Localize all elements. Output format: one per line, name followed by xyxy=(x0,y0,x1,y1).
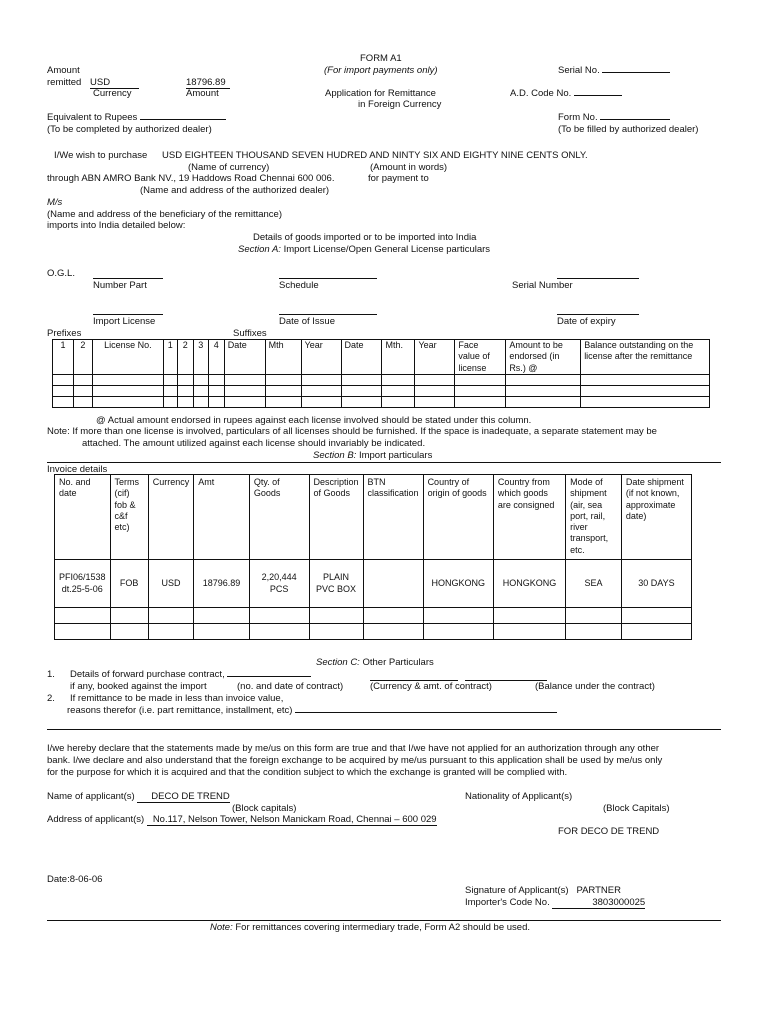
invoice-table xyxy=(54,474,692,640)
amount-in-words: USD EIGHTEEN THOUSAND SEVEN HUDRED AND NINTY SIX AND EIGHTY NINE CENTS ONLY. xyxy=(162,150,588,161)
license-col-header: License No. xyxy=(92,340,163,375)
date-of-issue-caption: Date of Issue xyxy=(279,316,335,327)
invoice-description: PLAIN PVC BOX xyxy=(309,560,363,608)
applicant-address-value: No.117, Nelson Tower, Nelson Manickam Road, Chennai – 600 029 xyxy=(147,814,437,826)
date-of-expiry-caption: Date of expiry xyxy=(557,316,616,327)
application-title-line2: in Foreign Currency xyxy=(358,99,442,110)
invoice-col-header: Description of Goods xyxy=(309,475,363,560)
for-company: FOR DECO DE TREND xyxy=(558,826,660,837)
license-table-header xyxy=(53,340,710,375)
dealer-note-right: (To be filled by authorized dealer) xyxy=(558,124,699,135)
beneficiary-caption: (Name and address of the beneficiary of the remittance) xyxy=(47,209,282,220)
form-no-label: Form No. xyxy=(558,112,670,123)
invoice-origin: HONGKONG xyxy=(423,560,493,608)
equivalent-rupees-label: Equivalent to Rupees xyxy=(47,112,226,123)
applicant-name-label: Name of applicant(s) DECO DE TREND xyxy=(47,791,230,802)
license-col-header: 4 xyxy=(208,340,224,375)
serial-no-label: Serial No. xyxy=(558,65,670,76)
license-col-header: Year xyxy=(301,340,341,375)
license-col-header: 1 xyxy=(163,340,177,375)
invoice-mode: SEA xyxy=(566,560,622,608)
block-capitals-left: (Block capitals) xyxy=(232,803,297,814)
remittance-less-label: If remittance to be made in less than invoice value, xyxy=(70,693,284,704)
currency-value: USD xyxy=(90,77,139,89)
invoice-col-header: No. and date xyxy=(55,475,111,560)
currency-caption: Currency xyxy=(93,88,132,99)
authorized-dealer: through ABN AMRO Bank NV., 19 Haddows Road Chennai 600 006. xyxy=(47,173,335,184)
import-license-caption: Import License xyxy=(93,316,156,327)
invoice-col-header: BTN classification xyxy=(363,475,423,560)
invoice-col-header: Date shipment (if not known, approximate date) xyxy=(621,475,691,560)
form-title: FORM A1 xyxy=(360,53,402,64)
contract-currency-caption: (Currency & amt. of contract) xyxy=(370,681,492,692)
license-col-header: 1 xyxy=(53,340,74,375)
license-col-header: 2 xyxy=(73,340,92,375)
suffixes-label: Suffixes xyxy=(233,328,267,339)
remitted-label: remitted xyxy=(47,77,82,88)
license-col-header: Mth. xyxy=(382,340,415,375)
invoice-qty: 2,20,444 PCS xyxy=(249,560,309,608)
signature-value: PARTNER xyxy=(576,885,621,896)
invoice-col-header: Amt xyxy=(194,475,250,560)
section-a-heading: Section A: Import License/Open General License particulars xyxy=(238,244,491,255)
declaration-line3: for the purpose for which it is acquired and that the condition subject to which the exchange is granted will be complied with. xyxy=(47,767,568,778)
amount-label: Amount xyxy=(47,65,80,76)
section-c-heading: Section C: Other Particulars xyxy=(316,657,434,668)
forward-contract-cont: if any, booked against the import xyxy=(70,681,207,692)
invoice-col-header: Country from which goods are consigned xyxy=(493,475,565,560)
forward-contract-label: Details of forward purchase contract, xyxy=(70,669,311,680)
ogl-label: O.G.L. xyxy=(47,268,75,279)
invoice-col-header: Terms (cif) fob & c&f etc) xyxy=(110,475,148,560)
name-of-currency-caption: (Name of currency) xyxy=(188,162,270,173)
section-b-heading: Section B: Import particulars xyxy=(313,450,433,461)
ad-code-label: A.D. Code No. xyxy=(510,88,622,99)
endorsement-footnote: @ Actual amount endorsed in rupees against each license involved should be stated under this column. xyxy=(96,415,532,426)
license-col-header: Mth xyxy=(265,340,301,375)
invoice-terms: FOB xyxy=(110,560,148,608)
invoice-amount: 18796.89 xyxy=(194,560,250,608)
invoice-no-date: PFI06/1538 dt.25-5-06 xyxy=(55,560,111,608)
table-row xyxy=(55,560,692,608)
application-date: Date:8-06-06 xyxy=(47,874,103,885)
table-row xyxy=(55,608,692,624)
invoice-shipment-date: 30 DAYS xyxy=(621,560,691,608)
table-row xyxy=(55,624,692,640)
license-col-header: Face value of license xyxy=(455,340,506,375)
application-title-line1: Application for Remittance xyxy=(325,88,436,99)
license-col-header: 2 xyxy=(177,340,193,375)
serial-number-caption: Serial Number xyxy=(512,280,573,291)
item1-number: 1. xyxy=(47,669,55,680)
amount-caption: Amount xyxy=(186,88,219,99)
details-heading: Details of goods imported or to be imported into India xyxy=(253,232,477,243)
ms-label: M/s xyxy=(47,197,63,208)
amount-value: 18796.89 xyxy=(186,77,230,89)
license-col-header: 3 xyxy=(193,340,208,375)
schedule-caption: Schedule xyxy=(279,280,319,291)
table-row xyxy=(53,385,710,396)
license-col-header: Date xyxy=(341,340,382,375)
invoice-details-label: Invoice details xyxy=(47,464,108,475)
importer-code-value: 3803000025 xyxy=(552,897,645,909)
invoice-consigned: HONGKONG xyxy=(493,560,565,608)
dealer-caption: (Name and address of the authorized dealer) xyxy=(140,185,330,196)
table-row xyxy=(53,374,710,385)
invoice-col-header: Qty. of Goods xyxy=(249,475,309,560)
applicant-name-value: DECO DE TREND xyxy=(137,791,229,803)
importer-code-label: Importer's Code No. 3803000025 xyxy=(465,897,646,908)
purchase-intro: I/We wish to purchase xyxy=(54,150,148,161)
amount-in-words-caption: (Amount in words) xyxy=(370,162,448,173)
license-table xyxy=(52,339,710,408)
form-subtitle: (For import payments only) xyxy=(324,65,438,76)
license-note-line2: attached. The amount utilized against each license should invariably be indicated. xyxy=(82,438,426,449)
prefixes-label: Prefixes xyxy=(47,328,82,339)
invoice-col-header: Country of origin of goods xyxy=(423,475,493,560)
declaration-line1: I/we hereby declare that the statements made by me/us on this form are true and that I/we have not applied for an authorization through any other xyxy=(47,743,660,754)
contract-balance-caption: (Balance under the contract) xyxy=(535,681,655,692)
license-note-line1: Note: If more than one license is involved, particulars of all licenses should be furnished. If the space is inadequate, a separate statement may be xyxy=(47,426,657,437)
dealer-note-left: (To be completed by authorized dealer) xyxy=(47,124,212,135)
invoice-table-header xyxy=(55,475,692,560)
license-col-header: Date xyxy=(224,340,265,375)
nationality-label: Nationality of Applicant(s) xyxy=(465,791,573,802)
signature-label: Signature of Applicant(s) PARTNER xyxy=(465,885,621,896)
imports-into-india: imports into India detailed below: xyxy=(47,220,186,231)
invoice-currency: USD xyxy=(148,560,194,608)
table-row xyxy=(53,396,710,407)
contract-no-date-caption: (no. and date of contract) xyxy=(237,681,344,692)
license-col-header: Balance outstanding on the license after the remittance xyxy=(581,340,710,375)
block-capitals-right: (Block Capitals) xyxy=(603,803,670,814)
remittance-reasons-label: reasons therefor (i.e. part remittance, installment, etc) xyxy=(67,705,557,716)
declaration-line2: bank. I/we declare and also understand that the foreign exchange to be acquired by me/us pursuant to this application shall be used by me/us only xyxy=(47,755,663,766)
invoice-col-header: Mode of shipment (air, sea port, rail, river transport, etc. xyxy=(566,475,622,560)
number-part-caption: Number Part xyxy=(93,280,147,291)
applicant-address-label: Address of applicant(s) No.117, Nelson Tower, Nelson Manickam Road, Chennai – 600 029 xyxy=(47,814,437,825)
invoice-col-header: Currency xyxy=(148,475,194,560)
footer-note: Note: For remittances covering intermediary trade, Form A2 should be used. xyxy=(210,922,530,933)
license-col-header: Year xyxy=(415,340,455,375)
license-col-header: Amount to be endorsed (in Rs.) @ xyxy=(506,340,581,375)
for-payment-to: for payment to xyxy=(368,173,429,184)
invoice-btn xyxy=(363,560,423,608)
item2-number: 2. xyxy=(47,693,55,704)
